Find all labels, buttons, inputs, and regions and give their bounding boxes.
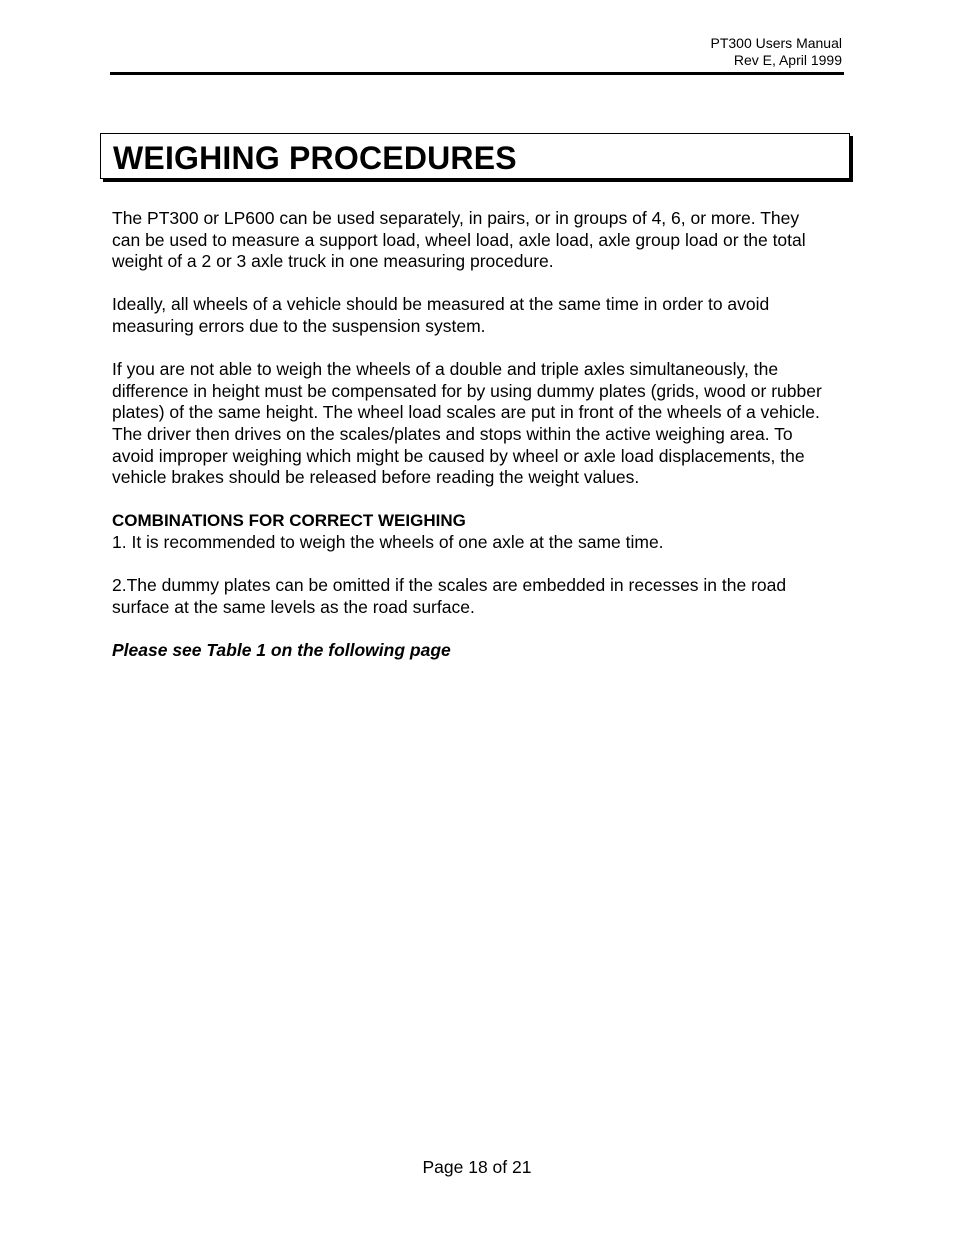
combination-item-1: 1. It is recommended to weigh the wheels of one axle at the same time. bbox=[112, 531, 664, 552]
page-header bbox=[710, 35, 842, 69]
paragraph-intro: The PT300 or LP600 can be used separately, in pairs, or in groups of 4, 6, or more. They can be used to measure a support load, wheel load, axle load, axle group load or the total weight of a 2 or 3 axle truck in one measuring procedure. bbox=[112, 208, 806, 272]
title-box bbox=[100, 133, 850, 179]
paragraph-ideal: Ideally, all wheels of a vehicle should be measured at the same time in order to avoid measuring errors due to the suspension system. bbox=[112, 294, 770, 336]
section-heading: COMBINATIONS FOR CORRECT WEIGHING bbox=[112, 511, 466, 531]
page-title: WEIGHING PROCEDURES bbox=[113, 140, 517, 176]
paragraph-dummy-plates: If you are not able to weigh the wheels of a double and triple axles simultaneously, the difference in height must be compensated for by using dummy plates (grids, wood or rubber plates) of the same height. The wheel load scales are put in front of the wheels of a vehicle. The driver then drives on the scales/plates and stops within the active weighing area. To avoid improper weighing which might be caused by wheel or axle load displacements, the vehicle brakes should be released before reading the weight values. bbox=[112, 359, 822, 488]
header-manual-title: PT300 Users Manual bbox=[710, 35, 842, 51]
table-reference-note: Please see Table 1 on the following page bbox=[112, 639, 451, 660]
body-content bbox=[112, 208, 832, 683]
page-footer: Page 18 of 21 bbox=[422, 1157, 532, 1177]
combination-item-2: 2.The dummy plates can be omitted if the scales are embedded in recesses in the road surface at the same levels as the road surface. bbox=[112, 575, 787, 617]
header-revision: Rev E, April 1999 bbox=[733, 52, 842, 68]
header-rule bbox=[110, 72, 844, 75]
